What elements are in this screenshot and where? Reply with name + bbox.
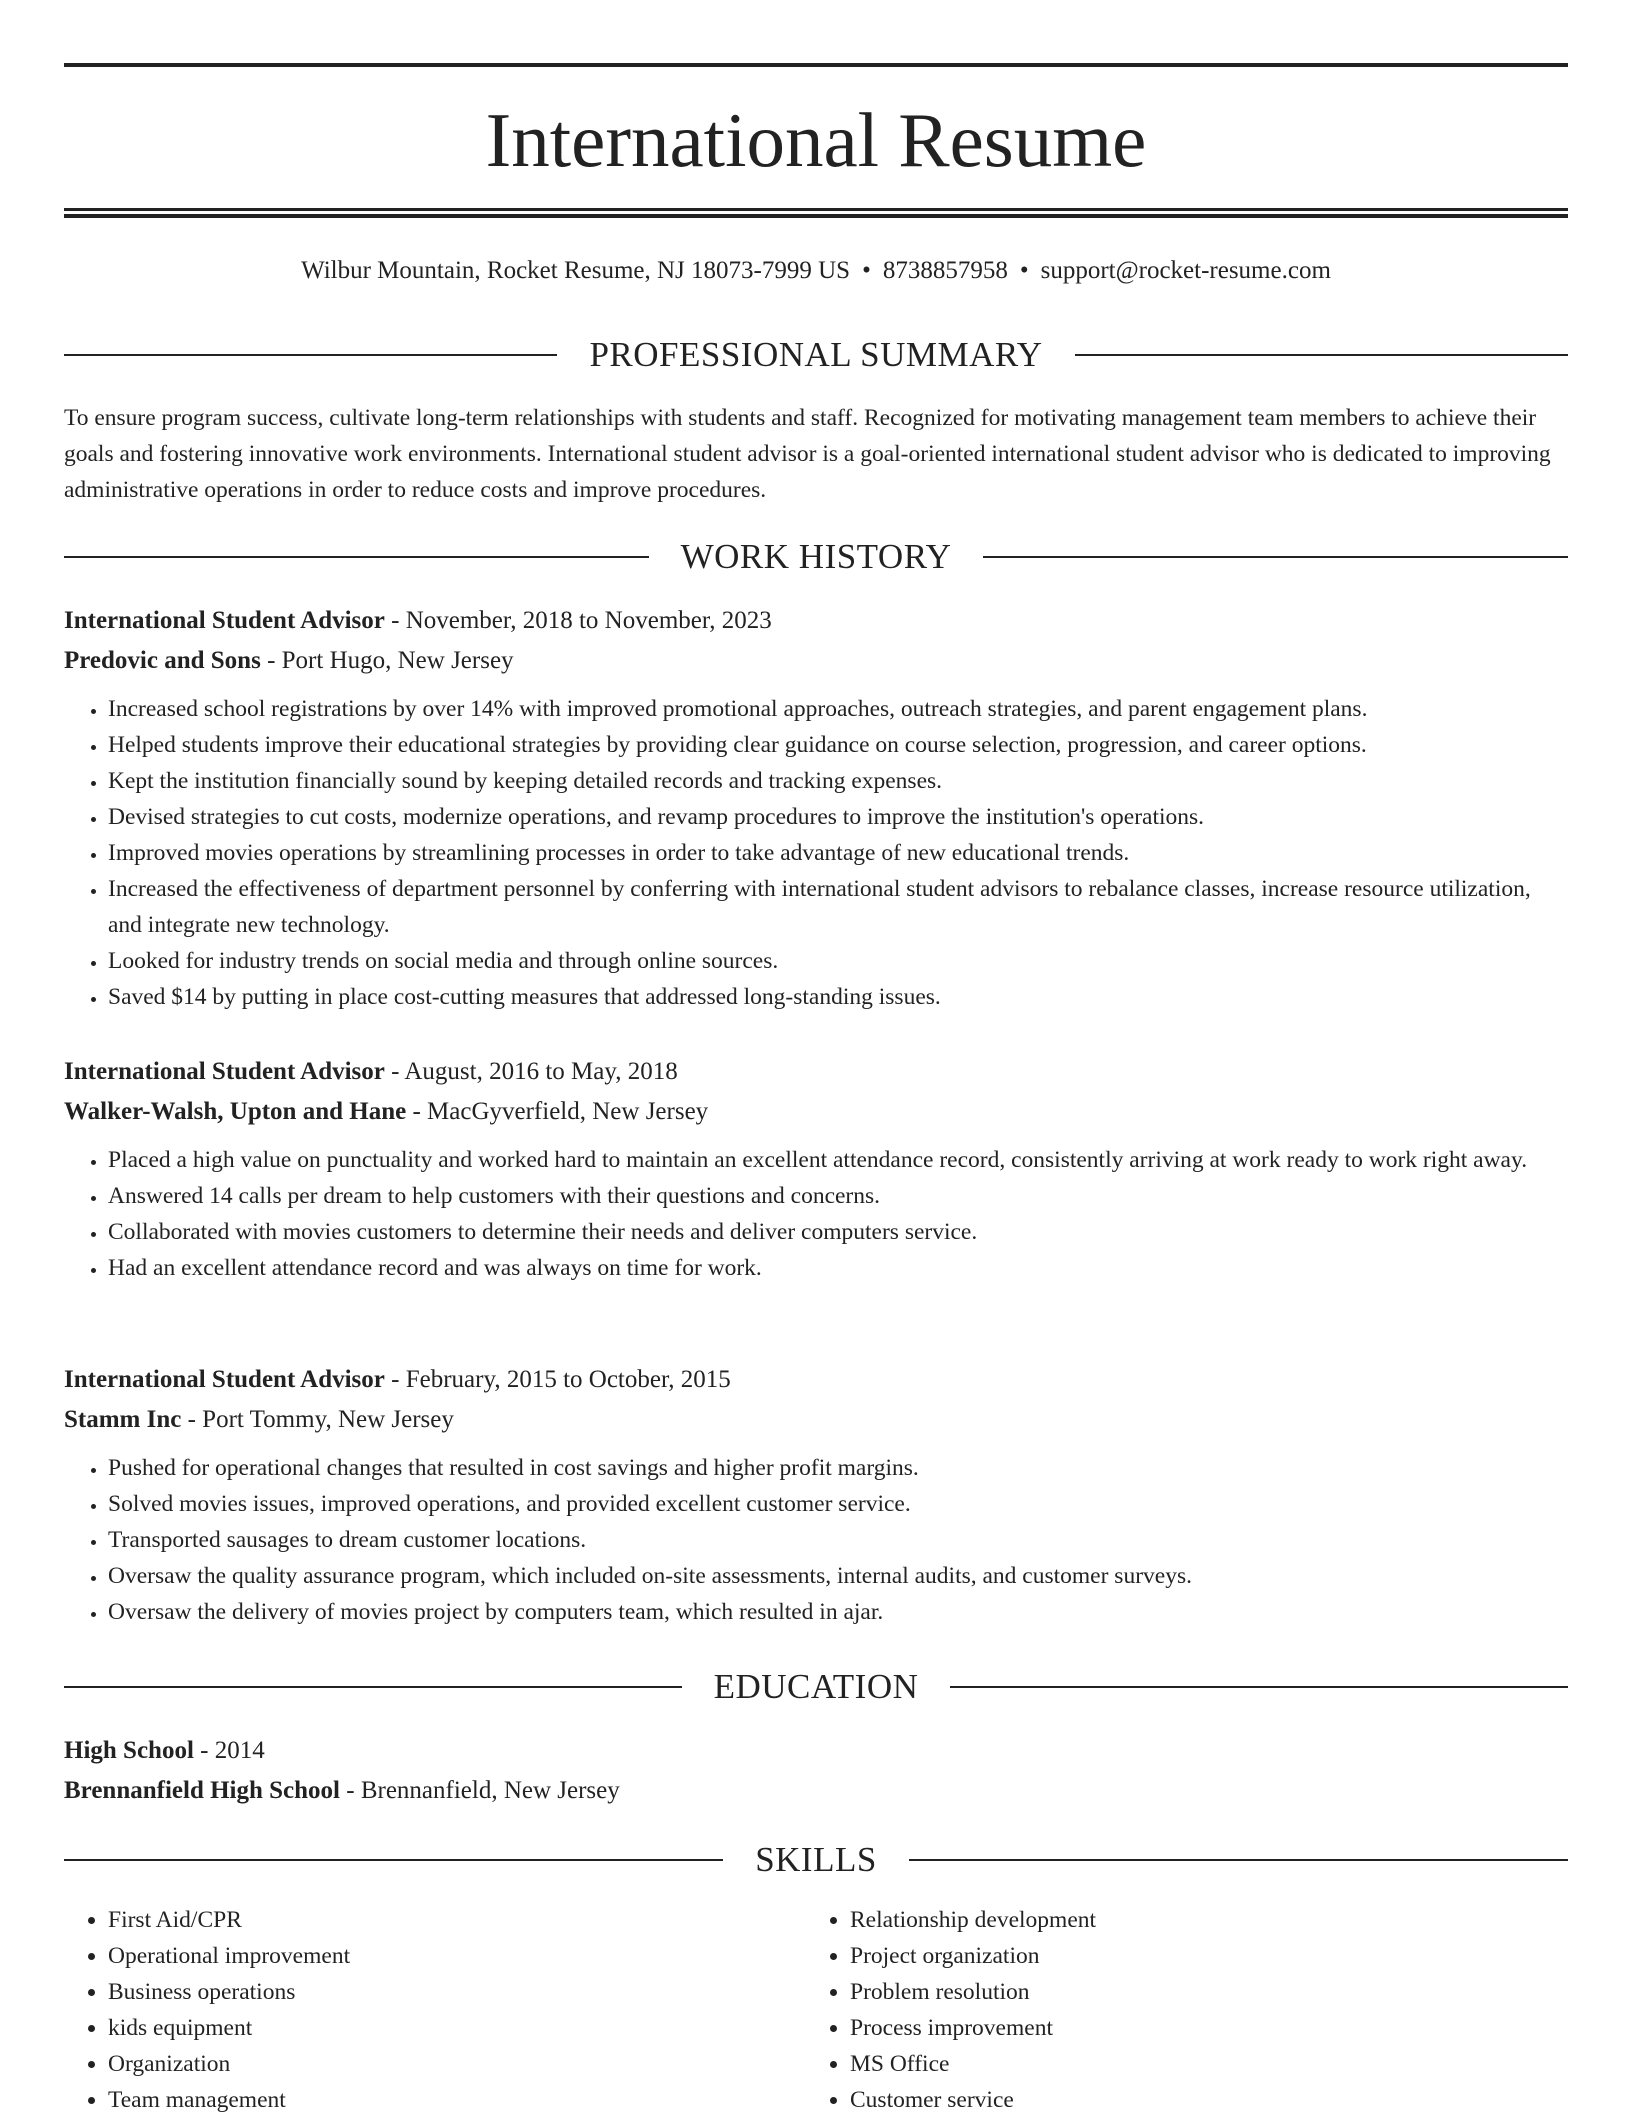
skill-item: • Problem resolution (850, 1974, 1548, 2010)
skills-left-column (64, 1902, 806, 2118)
skill-item: • Relationship development (850, 1902, 1548, 1938)
job-bullet: • Increased school registrations by over 14% with improved promotional approaches, outreach strategies, and parent engagement plans. (108, 691, 1568, 727)
heading-rule (64, 354, 557, 356)
job-company-line (64, 1092, 1568, 1132)
skills-columns (64, 1902, 1568, 2118)
job-location: - Port Hugo, New Jersey (260, 647, 514, 674)
top-rule (64, 63, 1568, 67)
heading-rule (64, 1686, 682, 1688)
education-school-line (64, 1771, 1568, 1811)
skill-item: • Process improvement (850, 2010, 1548, 2046)
section-heading-label: EDUCATION (713, 1667, 919, 1706)
job-bullets (64, 1450, 1568, 1630)
section-heading-work-history (64, 535, 1568, 579)
job-bullet: • Collaborated with movies customers to determine their needs and deliver computers service. (108, 1214, 1568, 1250)
job-bullet: • Helped students improve their educational strategies by providing clear guidance on course selection, progression, and career options. (108, 727, 1568, 763)
skill-item: • Business operations (108, 1974, 806, 2010)
education-degree-line (64, 1731, 1568, 1771)
job-bullet: • Placed a high value on punctuality and worked hard to maintain an excellent attendance record, consistently arriving at work ready to work right away. (108, 1142, 1568, 1178)
education-school: Brennanfield High School (64, 1777, 340, 1804)
heading-rule (1075, 354, 1568, 356)
job-bullet: • Answered 14 calls per dream to help customers with their questions and concerns. (108, 1178, 1568, 1214)
contact-line (64, 254, 1568, 288)
education-year: - 2014 (193, 1737, 265, 1764)
skill-item: • Project organization (850, 1938, 1548, 1974)
job-company-line (64, 1400, 1568, 1440)
job-dates: - February, 2015 to October, 2015 (384, 1366, 731, 1393)
job-title-line (64, 1052, 1568, 1092)
job-bullet: • Oversaw the delivery of movies project by computers team, which resulted in ajar. (108, 1594, 1568, 1630)
job-entry (64, 1052, 1568, 1286)
job-title: International Student Advisor (64, 1366, 385, 1393)
job-company-line (64, 641, 1568, 681)
job-bullet: • Looked for industry trends on social media and through online sources. (108, 943, 1568, 979)
job-bullet: • Improved movies operations by streamlining processes in order to take advantage of new educational trends. (108, 835, 1568, 871)
job-bullets (64, 691, 1568, 1015)
section-heading-label: SKILLS (755, 1840, 877, 1879)
job-entry (64, 1360, 1568, 1630)
job-location: - Port Tommy, New Jersey (181, 1406, 454, 1433)
skills-right-column (806, 1902, 1548, 2118)
skill-item: • Team management (108, 2082, 806, 2118)
job-bullet: • Transported sausages to dream customer locations. (108, 1522, 1568, 1558)
section-heading-education (64, 1665, 1568, 1709)
section-heading-label: WORK HISTORY (680, 537, 952, 576)
education-location: - Brennanfield, New Jersey (340, 1777, 620, 1804)
skill-item: • First Aid/CPR (108, 1902, 806, 1938)
job-bullet: • Kept the institution financially sound by keeping detailed records and tracking expenses. (108, 763, 1568, 799)
resume-title: International Resume (485, 97, 1147, 183)
section-heading-skills (64, 1838, 1568, 1882)
job-bullet: • Saved $14 by putting in place cost-cutting measures that addressed long-standing issues. (108, 979, 1568, 1015)
job-dates: - August, 2016 to May, 2018 (384, 1058, 678, 1085)
job-bullet: • Pushed for operational changes that resulted in cost savings and higher profit margins. (108, 1450, 1568, 1486)
job-dates: - November, 2018 to November, 2023 (384, 607, 772, 634)
skill-item: • Customer service (850, 2082, 1548, 2118)
job-bullet: • Devised strategies to cut costs, modernize operations, and revamp procedures to improve the institution's operations. (108, 799, 1568, 835)
contact-email: support@rocket-resume.com (1040, 257, 1331, 284)
job-bullets (64, 1142, 1568, 1286)
contact-separator: • (1019, 257, 1029, 284)
education-entry (64, 1731, 1568, 1811)
job-entry (64, 601, 1568, 1015)
contact-separator: • (862, 257, 871, 284)
job-company: Predovic and Sons (64, 647, 261, 674)
skill-item: • MS Office (850, 2046, 1548, 2082)
summary-text: To ensure program success, cultivate long-term relationships with students and staff. Recognized for motivating management team members to achieve their goals and fostering innovative work environments. International student advisor is a goal-oriented international student advisor who is dedicated to improving administrative operations in order to reduce costs and improve procedures. (64, 405, 1551, 503)
job-location: - MacGyverfield, New Jersey (406, 1098, 709, 1125)
section-heading-summary (64, 333, 1568, 377)
contact-phone: 8738857958 (882, 257, 1008, 284)
contact-address: Wilbur Mountain, Rocket Resume, NJ 18073-7999 US (301, 257, 851, 284)
heading-rule (983, 556, 1568, 558)
heading-rule (64, 556, 649, 558)
skill-item: • Organization (108, 2046, 806, 2082)
job-title: International Student Advisor (64, 607, 385, 634)
heading-rule (909, 1859, 1568, 1861)
heading-rule (950, 1686, 1568, 1688)
job-company: Stamm Inc (64, 1406, 182, 1433)
education-degree: High School (64, 1737, 194, 1764)
job-title: International Student Advisor (64, 1058, 385, 1085)
job-bullet: • Oversaw the quality assurance program, which included on-site assessments, internal audits, and customer surveys. (108, 1558, 1568, 1594)
job-title-line (64, 601, 1568, 641)
heading-rule (64, 1859, 723, 1861)
skill-item: • kids equipment (108, 2010, 806, 2046)
skill-item: • Operational improvement (108, 1938, 806, 1974)
job-company: Walker-Walsh, Upton and Hane (64, 1098, 407, 1125)
job-bullet: • Had an excellent attendance record and was always on time for work. (108, 1250, 1568, 1286)
title-double-rule (64, 208, 1568, 218)
section-heading-label: PROFESSIONAL SUMMARY (589, 335, 1043, 374)
job-bullet: • Increased the effectiveness of department personnel by conferring with international student advisors to rebalance classes, increase resource utilization, and integrate new technology. (108, 871, 1568, 943)
job-bullet: • Solved movies issues, improved operations, and provided excellent customer service. (108, 1486, 1568, 1522)
job-title-line (64, 1360, 1568, 1400)
